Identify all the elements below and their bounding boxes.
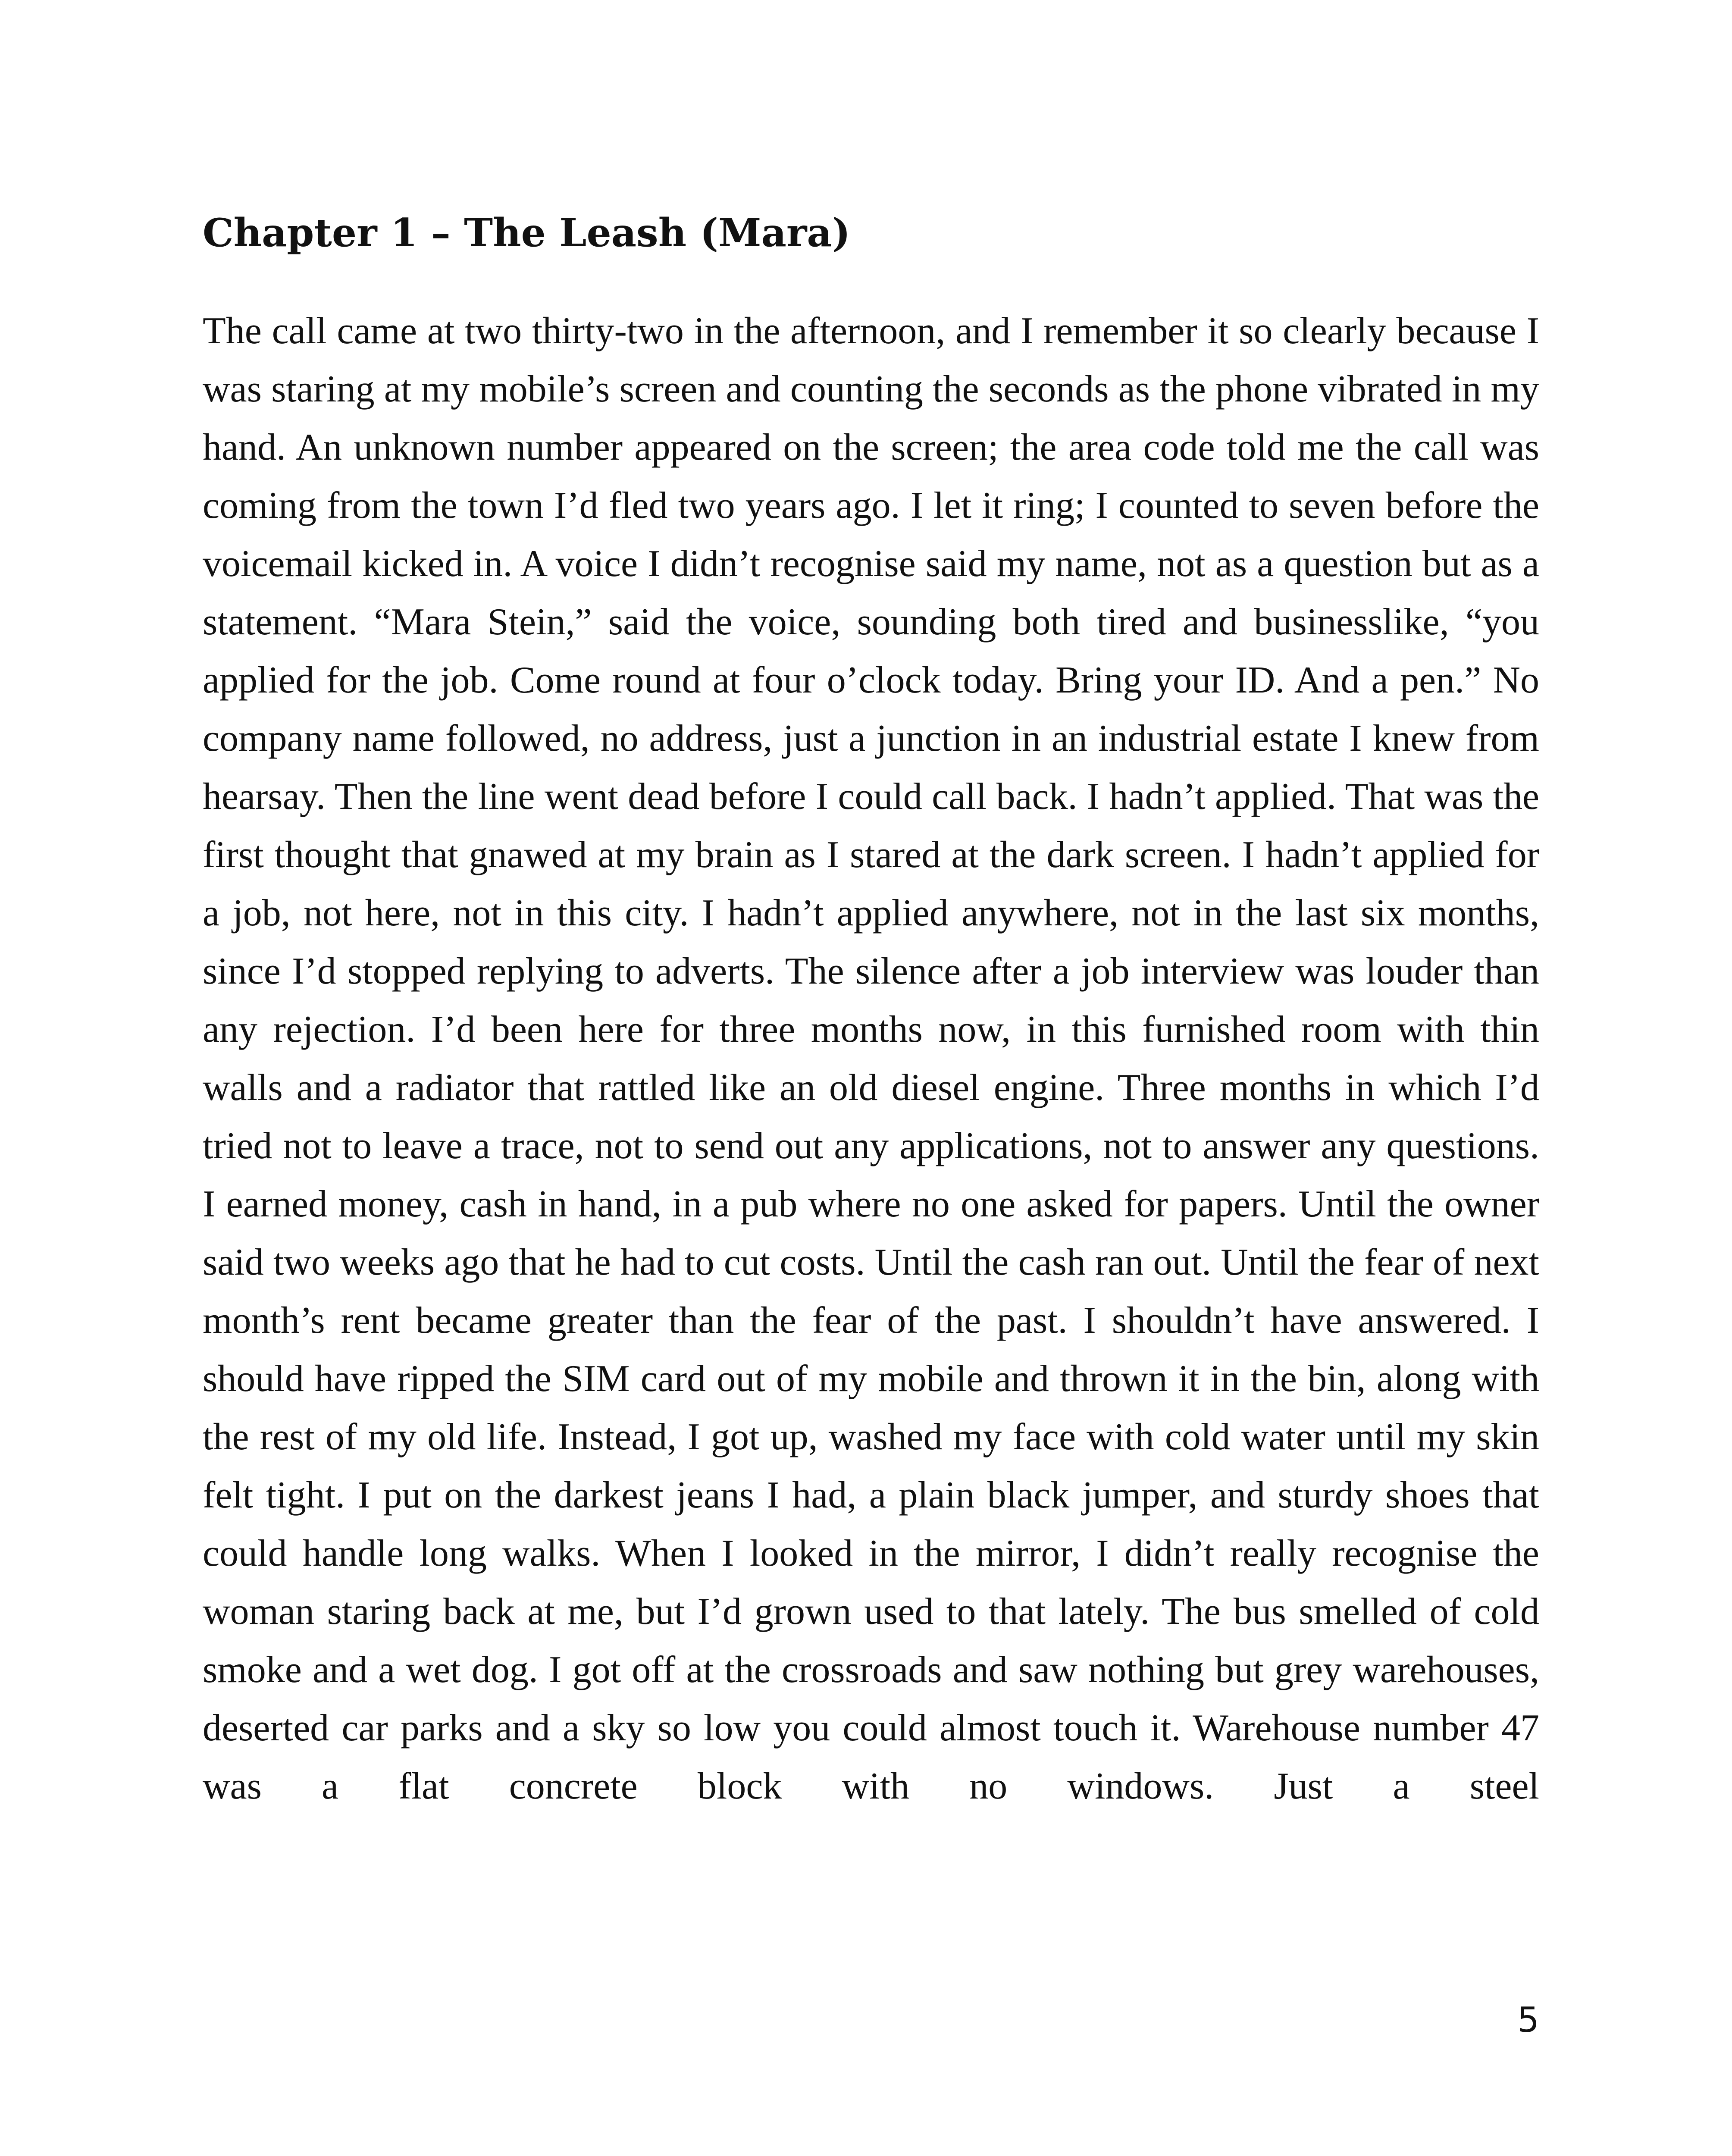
page-number: 5 xyxy=(1517,2000,1539,2040)
body-paragraph: The call came at two thirty-two in the afternoon, and I remember it so clearly because I was staring at my mobile’s screen and counting the seconds as the phone vibrated in my hand. An unknown number appeared on the screen; the area code told me the call was coming from the town I’d fled two years ago. I let it ring; I counted to seven before the voicemail kicked in. A voice I didn’t recognise said my name, not as a question but as a statement. “Mara Stein,” said the voice, sounding both tired and businesslike, “you applied for the job. Come round at four o’clock today. Bring your ID. And a pen.” No company name followed, no address, just a junction in an industrial estate I knew from hearsay. Then the line went dead before I could call back. I hadn’t applied. That was the first thought that gnawed at my brain as I stared at the dark screen. I hadn’t applied for a job, not here, not in this city. I hadn’t applied anywhere, not in the last six months, since I’d stopped replying to adverts. The silence after a job interview was louder than any rejection. I’d been here for three months now, in this furnished room with thin walls and a radiator that rattled like an old diesel engine. Three months in which I’d tried not to leave a trace, not to send out any applications, not to answer any questions. I earned money, cash in hand, in a pub where no one asked for papers. Until the owner said two weeks ago that he had to cut costs. Until the cash ran out. Until the fear of next month’s rent became greater than the fear of the past. I shouldn’t have answered. I should have ripped the SIM card out of my mobile and thrown it in the bin, along with the rest of my old life. Instead, I got up, washed my face with cold water until my skin felt tight. I put on the darkest jeans I had, a plain black jumper, and sturdy shoes that could handle long walks. When I looked in the mirror, I didn’t really recognise the woman staring back at me, but I’d grown used to that lately. The bus smelled of cold smoke and a wet dog. I got off at the crossroads and saw nothing but grey warehouses, deserted car parks and a sky so low you could almost touch it. Warehouse number 47 was a flat concrete block with no windows. Just a steel xyxy=(203,310,1539,1807)
chapter-title: Chapter 1 – The Leash (Mara) xyxy=(203,210,851,256)
